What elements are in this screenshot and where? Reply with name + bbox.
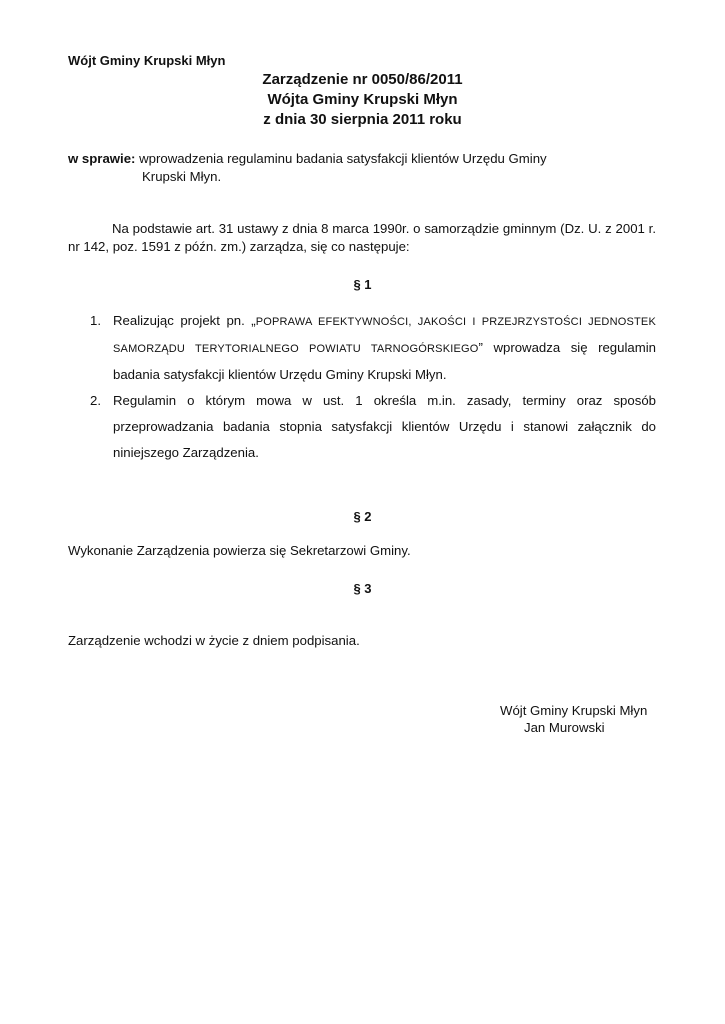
list-item-prefix: Realizując projekt pn. „ — [113, 313, 256, 328]
subject-block — [68, 150, 668, 186]
list-item-number: 1. — [90, 313, 101, 328]
section-3-text: Zarządzenie wchodzi w życie z dniem podpisania. — [68, 633, 360, 648]
subject-text-line2: Krupski Młyn. — [142, 168, 222, 184]
list-item-text: Regulamin o którym mowa w ust. 1 określa m.in. zasady, terminy oraz sposób przeprowadzania badania stopnia satysfakcji klientów Urzędu i stanowi załącznik do niniejszego Zarządzenia. — [113, 393, 656, 460]
issuer-heading: Wójt Gminy Krupski Młyn — [68, 53, 226, 68]
title-line-number: Zarządzenie nr 0050/86/2011 — [262, 71, 463, 88]
signature-block — [500, 702, 700, 736]
subject-label: w sprawie: — [68, 151, 136, 166]
title-line-date: z dnia 30 sierpnia 2011 roku — [263, 111, 462, 128]
list-item — [68, 388, 656, 466]
list-item — [68, 308, 656, 388]
project-name: POPRAWA EFEKTYWNOŚCI, JAKOŚCI I PRZEJRZYSTOŚCI JEDNOSTEK SAMORZĄDU TERYTORIALNEGO POWIATU TARNOGÓRSKIEGO — [113, 316, 656, 355]
section-2-mark: § 2 — [353, 509, 372, 524]
list-item-number: 2. — [90, 393, 101, 408]
legal-basis-paragraph: Na podstawie art. 31 ustawy z dnia 8 marca 1990r. o samorządzie gminnym (Dz. U. z 2001 r. nr 142, poz. 1591 z późn. zm.) zarządza, się co następuje: — [68, 221, 656, 254]
list-item-suffix: ” wprowadza się regulamin badania satysfakcji klientów Urzędu Gminy Krupski Młyn. — [113, 340, 656, 382]
section-3-mark: § 3 — [353, 581, 372, 596]
subject-text-line1: wprowadzenia regulaminu badania satysfakcji klientów Urzędu Gminy — [139, 151, 547, 166]
section-1-mark: § 1 — [353, 277, 372, 292]
document-title — [0, 70, 725, 130]
section-1-list — [68, 308, 656, 466]
signature-name: Jan Murowski — [524, 720, 605, 735]
section-2-text: Wykonanie Zarządzenia powierza się Sekretarzowi Gminy. — [68, 543, 411, 558]
title-line-authority: Wójta Gminy Krupski Młyn — [267, 91, 458, 108]
signature-role: Wójt Gminy Krupski Młyn — [500, 703, 648, 718]
